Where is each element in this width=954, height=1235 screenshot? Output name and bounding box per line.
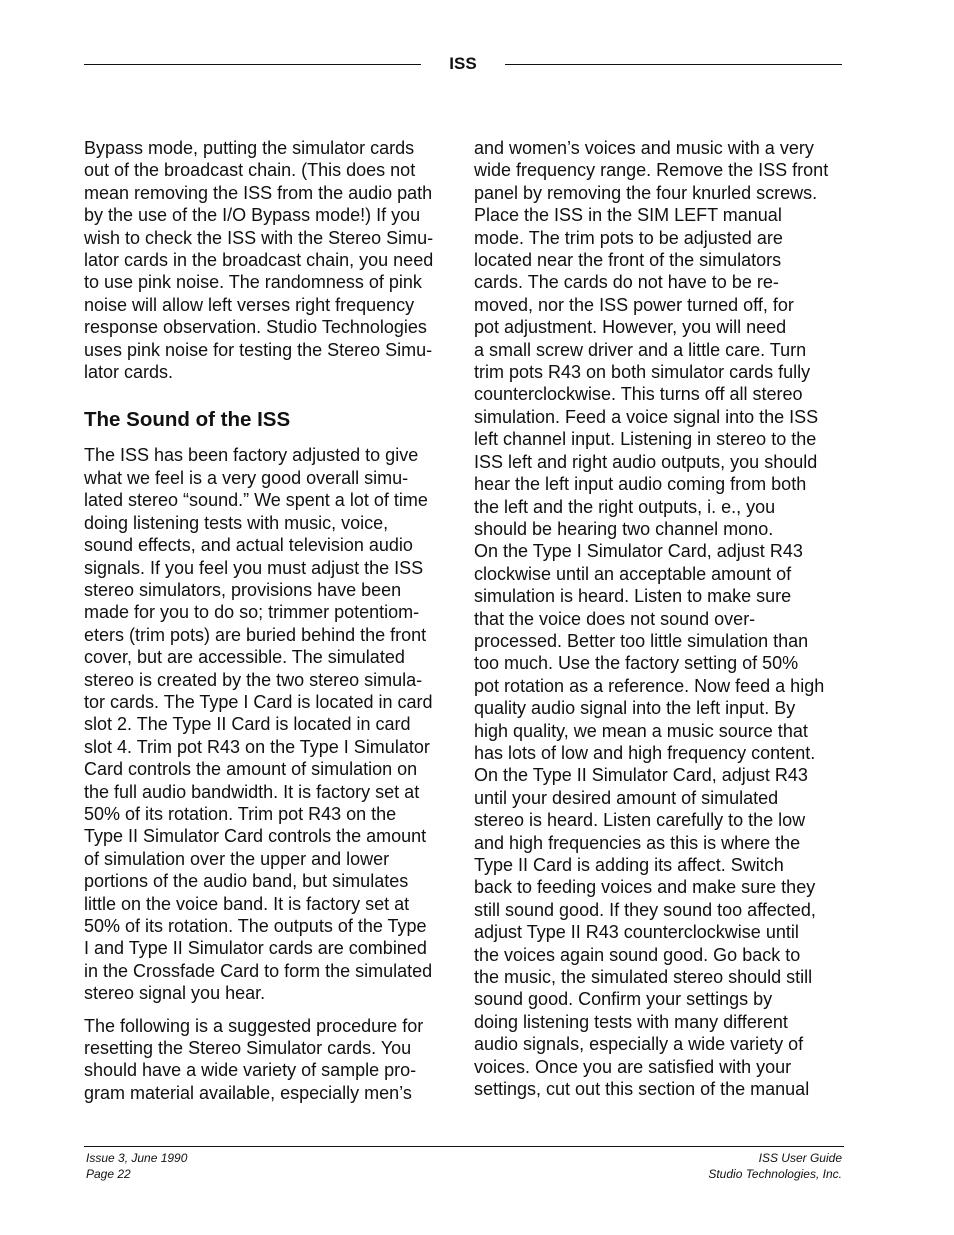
text-line: wide frequency range. Remove the ISS front [474, 160, 829, 181]
text-line: signals. If you feel you must adjust the ISS [84, 557, 424, 578]
text-line: has lots of low and high frequency content. [474, 742, 816, 763]
text-line: lator cards in the broadcast chain, you need [84, 250, 434, 271]
text-line: ISS left and right audio outputs, you should [474, 451, 818, 472]
footer-rule [84, 1146, 844, 1147]
text-line: stereo is created by the two stereo simula- [84, 669, 423, 690]
text-line: portions of the audio band, but simulates [84, 871, 409, 892]
text-line: moved, nor the ISS power turned off, for [474, 294, 794, 315]
text-line: cards. The cards do not have to be re- [474, 272, 779, 293]
text-line: Place the ISS in the SIM LEFT manual [474, 205, 782, 226]
text-line: sound effects, and actual television audio [84, 535, 413, 556]
text-line: mean removing the ISS from the audio path [84, 182, 433, 203]
text-line: until your desired amount of simulated [474, 787, 779, 808]
text-line: voices. Once you are satisfied with your [474, 1056, 792, 1077]
footer-guide-title: ISS User Guide [758, 1151, 842, 1165]
procedure-paragraph [84, 1015, 464, 1105]
text-line: simulation is heard. Listen to make sure [474, 586, 792, 607]
text-line: Type II Card is adding its affect. Switch [474, 855, 784, 875]
text-line: processed. Better too little simulation than [474, 630, 809, 651]
footer-right [708, 1150, 842, 1182]
text-line: little on the voice band. It is factory set at [84, 893, 410, 914]
text-line: slot 4. Trim pot R43 on the Type I Simulator [84, 736, 430, 757]
text-line: too much. Use the factory setting of 50% [474, 653, 799, 674]
right-column [474, 137, 854, 1100]
text-line: doing listening tests with music, voice, [84, 512, 389, 533]
text-line: cover, but are accessible. The simulated [84, 647, 405, 668]
procedure-continued-paragraph [474, 137, 854, 1100]
text-line: gram material available, especially men’s [84, 1082, 412, 1103]
text-line: made for you to do so; trimmer potentiom- [84, 602, 420, 623]
text-line: I and Type II Simulator cards are combined [84, 938, 427, 959]
text-line: The ISS has been factory adjusted to give [84, 445, 419, 466]
text-line: lated stereo “sound.” We spent a lot of time [84, 490, 428, 511]
text-line: in the Crossfade Card to form the simulated [84, 960, 433, 981]
text-line: doing listening tests with many different [474, 1011, 788, 1032]
text-line: adjust Type II R43 counterclockwise until [474, 922, 799, 943]
text-line: tor cards. The Type I Card is located in card [84, 691, 433, 712]
intro-paragraph [84, 137, 464, 383]
text-line: resetting the Stereo Simulator cards. You [84, 1038, 412, 1059]
text-line: back to feeding voices and make sure they [474, 877, 816, 898]
text-line: stereo simulators, provisions have been [84, 579, 402, 600]
text-line: pot adjustment. However, you will need [474, 317, 787, 338]
text-line: the full audio bandwidth. It is factory set at [84, 781, 420, 802]
footer-company: Studio Technologies, Inc. [708, 1167, 842, 1181]
text-line: 50% of its rotation. Trim pot R43 on the [84, 803, 397, 824]
text-line: On the Type II Simulator Card, adjust R43 [474, 765, 808, 786]
text-line: response observation. Studio Technologies [84, 317, 427, 338]
text-line: eters (trim pots) are buried behind the front [84, 624, 427, 645]
text-line: Type II Simulator Card controls the amount [84, 826, 427, 847]
text-line: audio signals, especially a wide variety of [474, 1034, 804, 1055]
text-line: simulation. Feed a voice signal into the ISS [474, 406, 819, 427]
text-line: still sound good. If they sound too affected, [474, 899, 816, 920]
footer-left [86, 1150, 187, 1182]
text-line: that the voice does not sound over- [474, 608, 756, 629]
text-line: quality audio signal into the left input. By [474, 698, 796, 719]
section-heading: The Sound of the ISS [84, 408, 291, 432]
header-rule-left [84, 64, 421, 65]
text-line: clockwise until an acceptable amount of [474, 563, 792, 584]
left-column [84, 137, 464, 1104]
text-line: uses pink noise for testing the Stereo Simu- [84, 339, 433, 360]
text-line: should have a wide variety of sample pro- [84, 1060, 417, 1081]
footer-page-number: Page 22 [86, 1167, 131, 1181]
header-title: ISS [449, 54, 477, 73]
text-line: On the Type I Simulator Card, adjust R43 [474, 541, 803, 562]
text-line: the left and the right outputs, i. e., you [474, 496, 776, 517]
text-line: trim pots R43 on both simulator cards fully [474, 362, 811, 383]
text-line: a small screw driver and a little care. Turn [474, 339, 807, 360]
text-line: located near the front of the simulators [474, 250, 782, 271]
text-line: noise will allow left verses right frequency [84, 294, 415, 315]
text-line: and women’s voices and music with a very [474, 138, 814, 158]
text-line: by the use of the I/O Bypass mode!) If you [84, 205, 421, 226]
text-line: and high frequencies as this is where the [474, 832, 801, 853]
text-line: wish to check the ISS with the Stereo Simu- [84, 227, 434, 248]
text-line: settings, cut out this section of the manual [474, 1079, 810, 1100]
text-line: of simulation over the upper and lower [84, 848, 390, 869]
text-line: out of the broadcast chain. (This does not [84, 160, 416, 181]
text-line: lator cards. [84, 362, 174, 383]
text-line: the voices again sound good. Go back to [474, 944, 801, 965]
header-rule-right [505, 64, 842, 65]
body-paragraph [84, 444, 464, 1004]
text-line: pot rotation as a reference. Now feed a high [474, 675, 825, 696]
footer-issue-date: Issue 3, June 1990 [86, 1151, 188, 1165]
text-line: left channel input. Listening in stereo to the [474, 429, 817, 450]
text-line: slot 2. The Type II Card is located in card [84, 714, 411, 735]
text-line: to use pink noise. The randomness of pink [84, 272, 422, 293]
text-line: panel by removing the four knurled screws. [474, 182, 818, 203]
text-line: mode. The trim pots to be adjusted are [474, 227, 783, 248]
text-line: counterclockwise. This turns off all stereo [474, 384, 803, 405]
text-line: high quality, we mean a music source that [474, 720, 808, 741]
text-line: Bypass mode, putting the simulator cards [84, 138, 415, 158]
text-line: stereo signal you hear. [84, 983, 266, 1004]
text-line: sound good. Confirm your settings by [474, 989, 773, 1010]
text-line: what we feel is a very good overall simu- [84, 467, 409, 488]
text-line: stereo is heard. Listen carefully to the low [474, 810, 806, 831]
text-line: The following is a suggested procedure for [84, 1015, 424, 1036]
text-line: hear the left input audio coming from both [474, 474, 807, 495]
text-line: should be hearing two channel mono. [474, 518, 774, 539]
text-line: 50% of its rotation. The outputs of the Type [84, 916, 427, 936]
text-line: the music, the simulated stereo should still [474, 967, 813, 988]
text-line: Card controls the amount of simulation on [84, 759, 418, 780]
